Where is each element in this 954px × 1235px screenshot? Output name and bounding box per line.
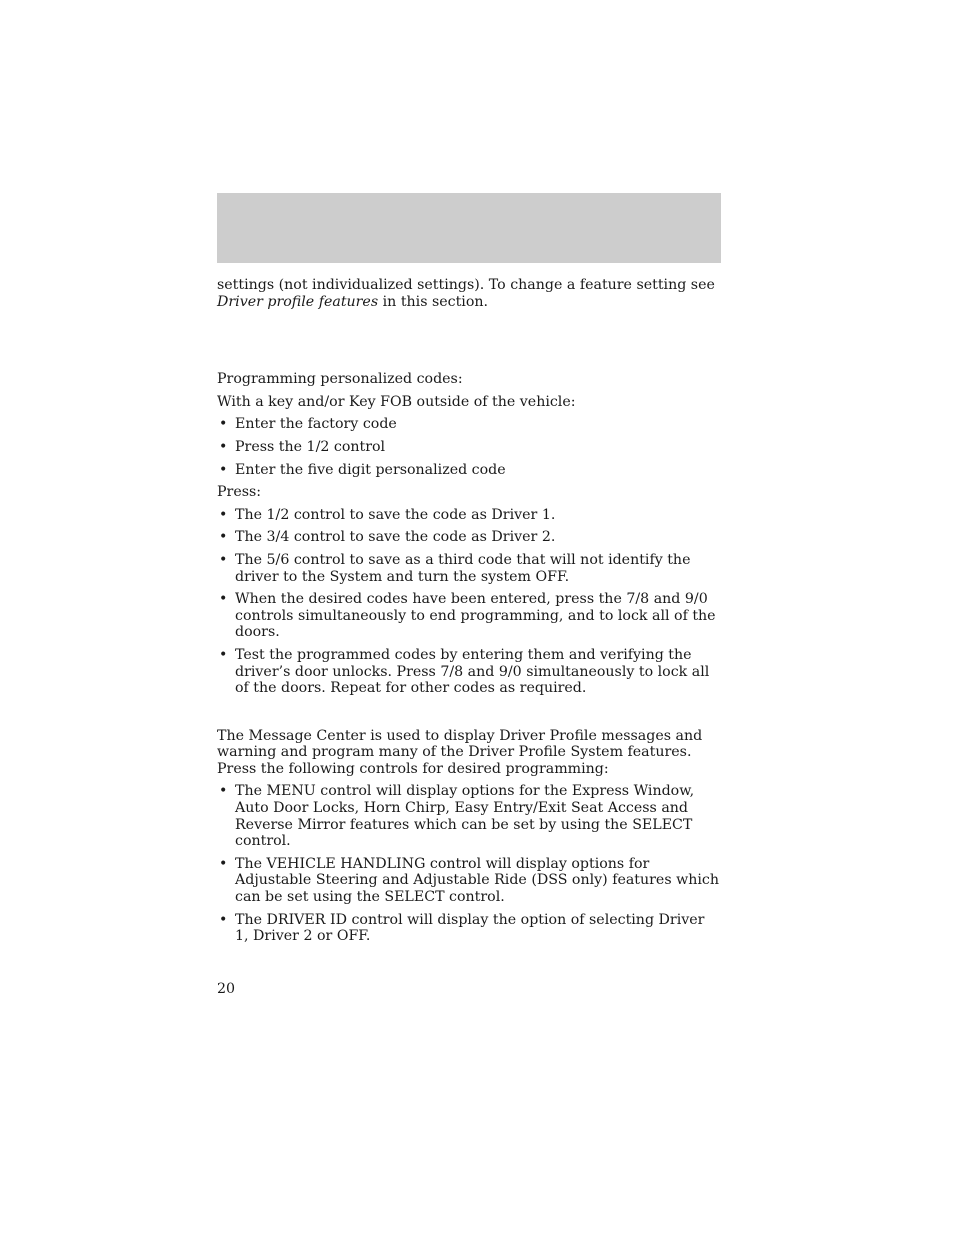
message-center-list xyxy=(217,783,721,944)
list-item: • The 1/2 control to save the code as Driver 1. xyxy=(217,507,721,524)
press-items-list xyxy=(217,507,721,697)
list-item: • The VEHICLE HANDLING control will display options for Adjustable Steering and Adjustable Ride (DSS only) features which can be set using the SELECT control. xyxy=(217,856,721,906)
driver-profile-features-reference: Driver profile features xyxy=(217,293,379,310)
press-label: Press: xyxy=(217,484,262,501)
message-center-paragraph: The Message Center is used to display Driver Profile messages and warning and program many of the Driver Profile System features. Press the following controls for desired programming: xyxy=(217,727,703,777)
page-content xyxy=(217,277,721,945)
list-item: • The MENU control will display options for the Express Window, Auto Door Locks, Horn Chirp, Easy Entry/Exit Seat Access and Reverse Mirror features which can be set by using the SELECT control. xyxy=(217,783,721,849)
intro-paragraph xyxy=(217,277,721,310)
list-item: • The DRIVER ID control will display the option of selecting Driver 1, Driver 2 or OFF. xyxy=(217,912,721,945)
list-item: • The 5/6 control to save as a third code that will not identify the driver to the System and turn the system OFF. xyxy=(217,552,721,585)
list-item: • Press the 1/2 control xyxy=(217,439,721,456)
section-header-band xyxy=(217,193,721,263)
page-number: 20 xyxy=(217,981,236,997)
list-item: • The 3/4 control to save the code as Driver 2. xyxy=(217,529,721,546)
list-item: • Enter the factory code xyxy=(217,416,721,433)
programming-heading: Programming personalized codes: xyxy=(217,371,463,388)
programming-condition: With a key and/or Key FOB outside of the vehicle: xyxy=(217,393,576,410)
list-item: • Test the programmed codes by entering them and verifying the driver’s door unlocks. Press 7/8 and 9/0 simultaneously to lock all of the doors. Repeat for other codes as required. xyxy=(217,647,721,697)
list-item: • When the desired codes have been entered, press the 7/8 and 9/0 controls simultaneously to end programming, and to lock all of the doors. xyxy=(217,591,721,641)
intro-text-before: settings (not individualized settings). To change a feature setting see xyxy=(217,277,715,293)
list-item: • Enter the five digit personalized code xyxy=(217,462,721,479)
programming-steps-list xyxy=(217,416,721,478)
intro-text-after: in this section. xyxy=(378,293,489,310)
